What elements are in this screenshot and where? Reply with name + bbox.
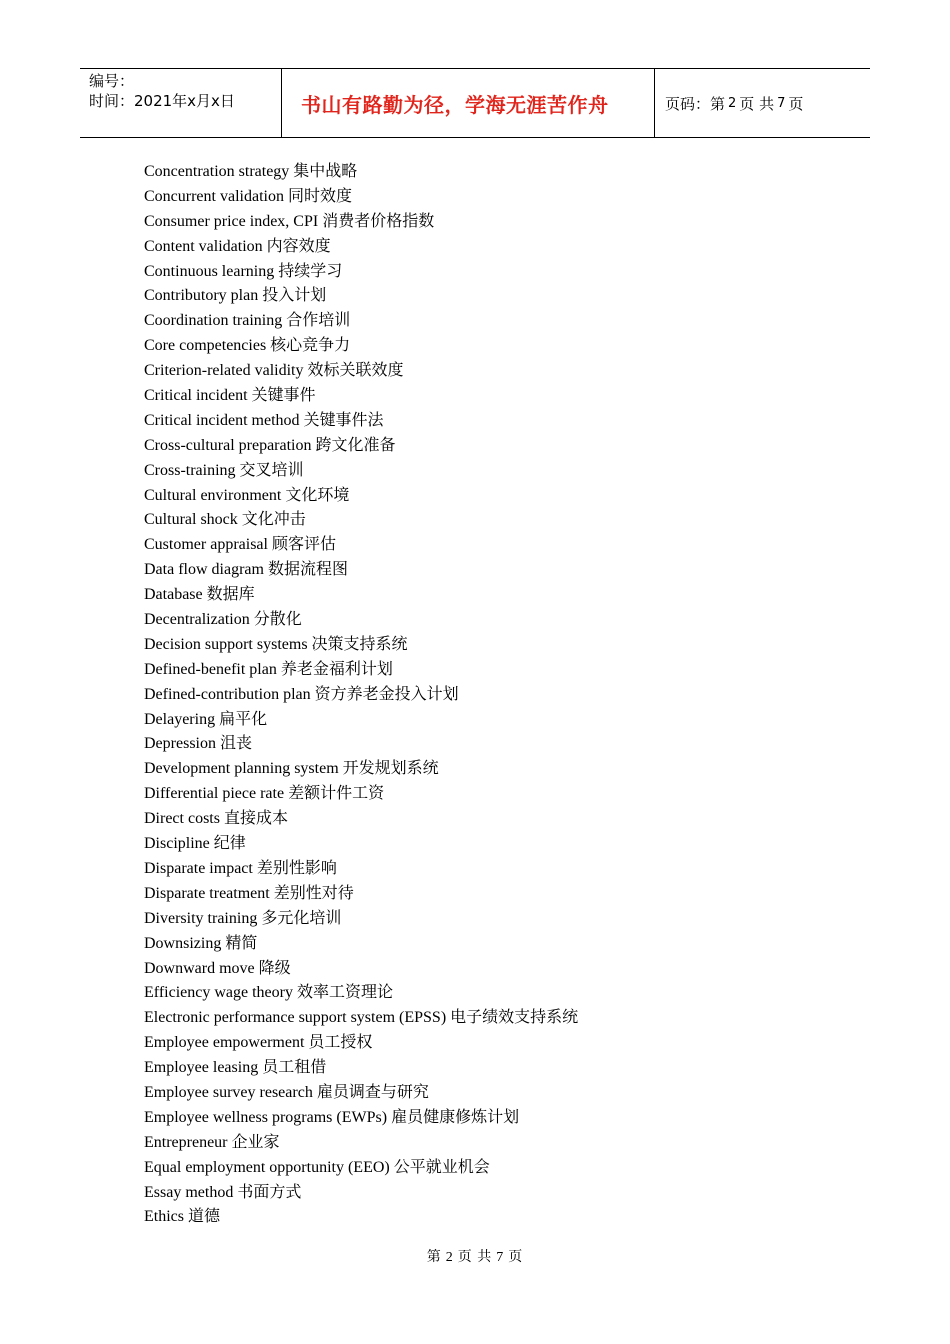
term-english: Employee survey research [144,1083,313,1101]
glossary-item [144,508,578,533]
glossary-item [144,1031,578,1056]
term-english: Disparate treatment [144,884,270,902]
term-chinese: 效率工资理论 [296,984,393,1002]
term-english: Employee empowerment [144,1034,305,1052]
term-chinese: 集中战略 [293,163,358,180]
term-english: Concentration strategy [144,163,290,180]
term-english: Direct costs [144,810,220,828]
term-english: Consumer price index, CPI [144,212,319,230]
term-chinese: 同时效度 [287,187,352,205]
glossary-item [144,1081,578,1106]
term-english: Essay method [144,1183,234,1201]
header-info [80,69,282,137]
term-english: Discipline [144,835,210,853]
glossary-item [144,309,578,334]
glossary-item [144,210,578,235]
glossary-item [144,1205,578,1230]
glossary-item [144,957,578,982]
term-chinese: 文化冲击 [241,511,306,529]
term-chinese: 扁平化 [219,710,268,728]
glossary-item [144,732,578,757]
glossary-item [144,583,578,608]
header-motto: 书山有路勤为径，学海无涯苦作舟 [282,69,655,137]
term-english: Continuous learning [144,262,275,280]
term-english: Cross-training [144,461,236,479]
term-english: Diversity training [144,909,258,927]
term-chinese: 跨文化准备 [315,436,396,454]
term-chinese: 资方养老金投入计划 [314,685,459,703]
term-english: Downward move [144,959,255,977]
term-chinese: 关键事件法 [303,411,384,429]
footer-current: 2 [445,1250,454,1265]
term-chinese: 交叉培训 [239,461,304,479]
header-page-total: 7 [777,95,786,111]
glossary-list [144,160,578,1230]
glossary-item [144,782,578,807]
term-chinese: 多元化培训 [261,909,342,927]
term-chinese: 数据库 [206,586,255,604]
term-chinese: 投入计划 [262,287,327,305]
glossary-item [144,932,578,957]
term-english: Employee leasing [144,1059,259,1077]
term-english: Ethics [144,1208,184,1226]
glossary-item [144,1056,578,1081]
term-chinese: 企业家 [231,1133,280,1151]
glossary-item [144,1181,578,1206]
term-english: Disparate impact [144,859,253,877]
glossary-item [144,608,578,633]
glossary-item [144,434,578,459]
header-page-mid: 页 共 [739,94,775,113]
term-english: Equal employment opportunity (EEO) [144,1158,390,1176]
glossary-item [144,384,578,409]
term-english: Defined-contribution plan [144,685,311,703]
glossary-item [144,260,578,285]
glossary-item [144,1006,578,1031]
glossary-item [144,334,578,359]
term-chinese: 差别性影响 [256,859,337,877]
term-chinese: 效标关联效度 [307,362,404,380]
term-chinese: 降级 [258,959,291,977]
glossary-item [144,558,578,583]
term-english: Concurrent validation [144,187,284,205]
glossary-item [144,857,578,882]
term-english: Development planning system [144,760,339,778]
term-chinese: 道德 [188,1208,221,1226]
term-english: Core competencies [144,337,267,355]
term-chinese: 公平就业机会 [393,1158,490,1176]
page-footer [0,1246,950,1266]
glossary-item [144,1156,578,1181]
glossary-item [144,533,578,558]
glossary-item [144,708,578,733]
term-chinese: 差额计件工资 [288,785,385,803]
term-chinese: 文化环境 [285,486,350,504]
header-page-indicator [655,69,870,137]
footer-mid: 页 共 [457,1250,493,1265]
term-english: Cross-cultural preparation [144,436,312,454]
glossary-item [144,981,578,1006]
glossary-item [144,459,578,484]
page-header [80,68,870,138]
term-english: Delayering [144,710,216,728]
term-english: Data flow diagram [144,561,264,579]
glossary-item [144,1131,578,1156]
term-chinese: 员工授权 [308,1034,373,1052]
term-english: Critical incident [144,387,248,405]
term-chinese: 养老金福利计划 [280,660,393,678]
glossary-item [144,409,578,434]
term-chinese: 合作培训 [286,312,351,330]
term-chinese: 决策支持系统 [311,635,408,653]
term-chinese: 沮丧 [219,735,252,753]
glossary-item [144,284,578,309]
glossary-item [144,484,578,509]
footer-suffix: 页 [508,1250,524,1265]
term-chinese: 消费者价格指数 [322,212,435,230]
glossary-item [144,160,578,185]
term-chinese: 关键事件 [251,387,316,405]
term-english: Contributory plan [144,287,259,305]
glossary-item [144,807,578,832]
document-number-label: 编号： [89,72,135,90]
term-chinese: 纪律 [213,835,246,853]
term-english: Criterion-related validity [144,362,304,380]
header-page-current: 2 [728,95,737,111]
glossary-item [144,658,578,683]
term-english: Decentralization [144,611,250,629]
term-chinese: 分散化 [253,611,302,629]
term-chinese: 雇员调查与研究 [316,1083,429,1101]
footer-prefix: 第 [426,1250,442,1265]
term-chinese: 顾客评估 [271,536,336,554]
term-english: Decision support systems [144,635,308,653]
glossary-item [144,832,578,857]
glossary-item [144,757,578,782]
term-chinese: 内容效度 [266,237,331,255]
term-chinese: 持续学习 [278,262,343,280]
term-english: Depression [144,735,216,753]
glossary-item [144,235,578,260]
glossary-item [144,882,578,907]
term-english: Cultural environment [144,486,282,504]
term-english: Entrepreneur [144,1133,228,1151]
glossary-item [144,907,578,932]
term-english: Downsizing [144,934,222,952]
term-english: Cultural shock [144,511,238,529]
term-chinese: 核心竞争力 [270,337,351,355]
term-english: Defined-benefit plan [144,660,277,678]
term-english: Critical incident method [144,411,300,429]
term-english: Electronic performance support system (EPSS) [144,1009,447,1027]
term-chinese: 直接成本 [223,810,288,828]
footer-total: 7 [496,1250,505,1265]
term-chinese: 差别性对待 [273,884,354,902]
term-english: Content validation [144,237,263,255]
term-english: Customer appraisal [144,536,268,554]
header-page-suffix: 页 [788,94,804,113]
glossary-item [144,185,578,210]
term-english: Efficiency wage theory [144,984,293,1002]
term-chinese: 员工租借 [262,1059,327,1077]
term-english: Differential piece rate [144,785,285,803]
header-page-prefix: 页码：第 [665,94,726,113]
term-chinese: 电子绩效支持系统 [450,1009,579,1027]
term-chinese: 数据流程图 [267,561,348,579]
term-english: Coordination training [144,312,283,330]
term-chinese: 雇员健康修炼计划 [391,1108,520,1126]
term-english: Database [144,586,203,604]
term-chinese: 书面方式 [237,1183,302,1201]
glossary-item [144,683,578,708]
glossary-item [144,633,578,658]
glossary-item [144,1106,578,1131]
document-date: 时间：2021年x月x日 [89,92,235,110]
term-chinese: 精简 [225,934,258,952]
term-chinese: 开发规划系统 [342,760,439,778]
glossary-item [144,359,578,384]
term-english: Employee wellness programs (EWPs) [144,1108,388,1126]
